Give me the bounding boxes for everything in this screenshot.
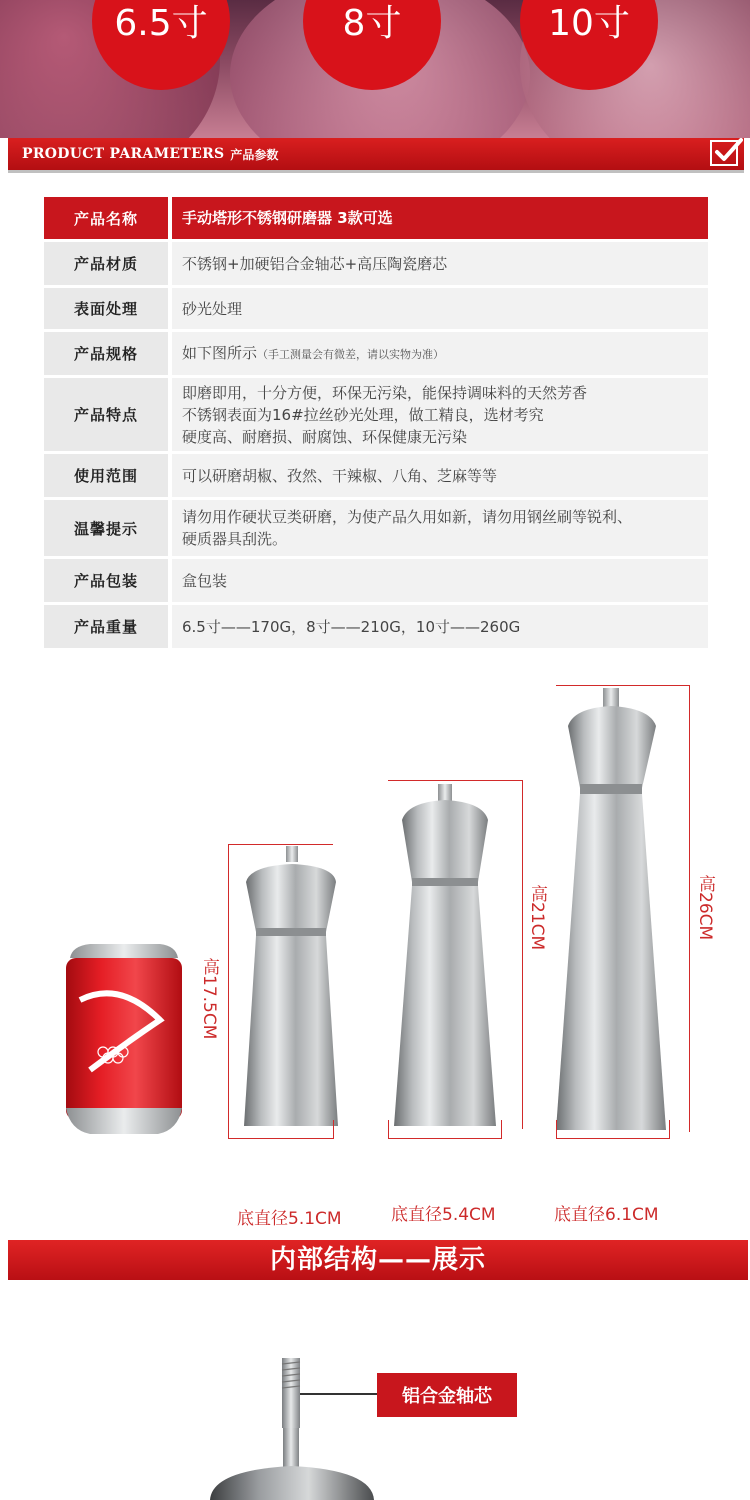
height-marker-large: [556, 685, 690, 1132]
row-value: 不锈钢+加硬铝合金轴芯+高压陶瓷磨芯: [172, 242, 708, 285]
row-value: 可以研磨胡椒、孜然、干辣椒、八角、芝麻等等: [172, 454, 708, 497]
table-row: [44, 605, 708, 648]
size-banner: [0, 0, 750, 138]
header-title-en: PRODUCT PARAMETERS: [22, 146, 225, 162]
size-badge-medium: 8寸: [303, 0, 441, 90]
height-marker-medium: [388, 780, 523, 1129]
base-marker-medium: [388, 1120, 502, 1139]
table-row: [44, 288, 708, 329]
row-value: 如下图所示（手工测量会有微差，请以实物为准）: [172, 332, 708, 375]
cola-can: [66, 944, 182, 1134]
height-marker-small: [228, 844, 333, 1133]
row-value: 砂光处理: [172, 288, 708, 329]
product-parameters-header: [8, 138, 744, 170]
axle-illustration: [0, 1280, 750, 1500]
row-label: 产品规格: [44, 332, 168, 375]
size-badge-large: 10寸: [520, 0, 658, 90]
row-label: 表面处理: [44, 288, 168, 329]
height-label-medium: 高21CM: [527, 885, 547, 951]
table-row: [44, 378, 708, 451]
row-value: 盒包装: [172, 559, 708, 602]
table-row: [44, 559, 708, 602]
header-title-cn: 产品参数: [230, 147, 279, 162]
row-label: 产品重量: [44, 605, 168, 648]
base-label-small: 底直径5.1CM: [237, 1209, 342, 1229]
callout-line: [300, 1393, 377, 1395]
row-value: 手动塔形不锈钢研磨器 3款可选: [172, 197, 708, 239]
divider: [8, 170, 744, 173]
table-row: [44, 197, 708, 239]
callout-label: 铝合金轴芯: [377, 1373, 517, 1417]
row-label: 温馨提示: [44, 500, 168, 556]
product-size-comparison: [0, 660, 750, 1240]
row-value: 6.5寸——170G，8寸——210G，10寸——260G: [172, 605, 708, 648]
row-label: 产品材质: [44, 242, 168, 285]
parameter-table: [44, 197, 708, 651]
height-label-large: 高26CM: [695, 875, 715, 941]
row-label: 产品包装: [44, 559, 168, 602]
height-label-small: 高17.5CM: [199, 958, 219, 1040]
table-row: [44, 242, 708, 285]
base-marker-large: [556, 1120, 670, 1139]
base-label-large: 底直径6.1CM: [554, 1205, 659, 1225]
row-label: 产品特点: [44, 378, 168, 451]
table-row: [44, 332, 708, 375]
row-label: 产品名称: [44, 197, 168, 239]
base-marker-small: [228, 1120, 334, 1139]
row-value: 请勿用作硬状豆类研磨，为使产品久用如新，请勿用钢丝刷等锐利、 硬质器具刮洗。: [172, 500, 708, 556]
table-row: [44, 454, 708, 497]
size-badge-small: 6.5寸: [92, 0, 230, 90]
checkmark-icon: [710, 140, 738, 166]
row-value: 即磨即用，十分方便，环保无污染，能保持调味料的天然芳香 不锈钢表面为16#拉丝砂光处理，做工精良，选材考究 硬度高、耐磨损、耐腐蚀、环保健康无污染: [172, 378, 708, 451]
inner-structure-image: [0, 1280, 750, 1500]
row-label: 使用范围: [44, 454, 168, 497]
base-label-medium: 底直径5.4CM: [391, 1205, 496, 1225]
inner-structure-title: 内部结构——展示: [8, 1240, 748, 1280]
table-row: [44, 500, 708, 556]
